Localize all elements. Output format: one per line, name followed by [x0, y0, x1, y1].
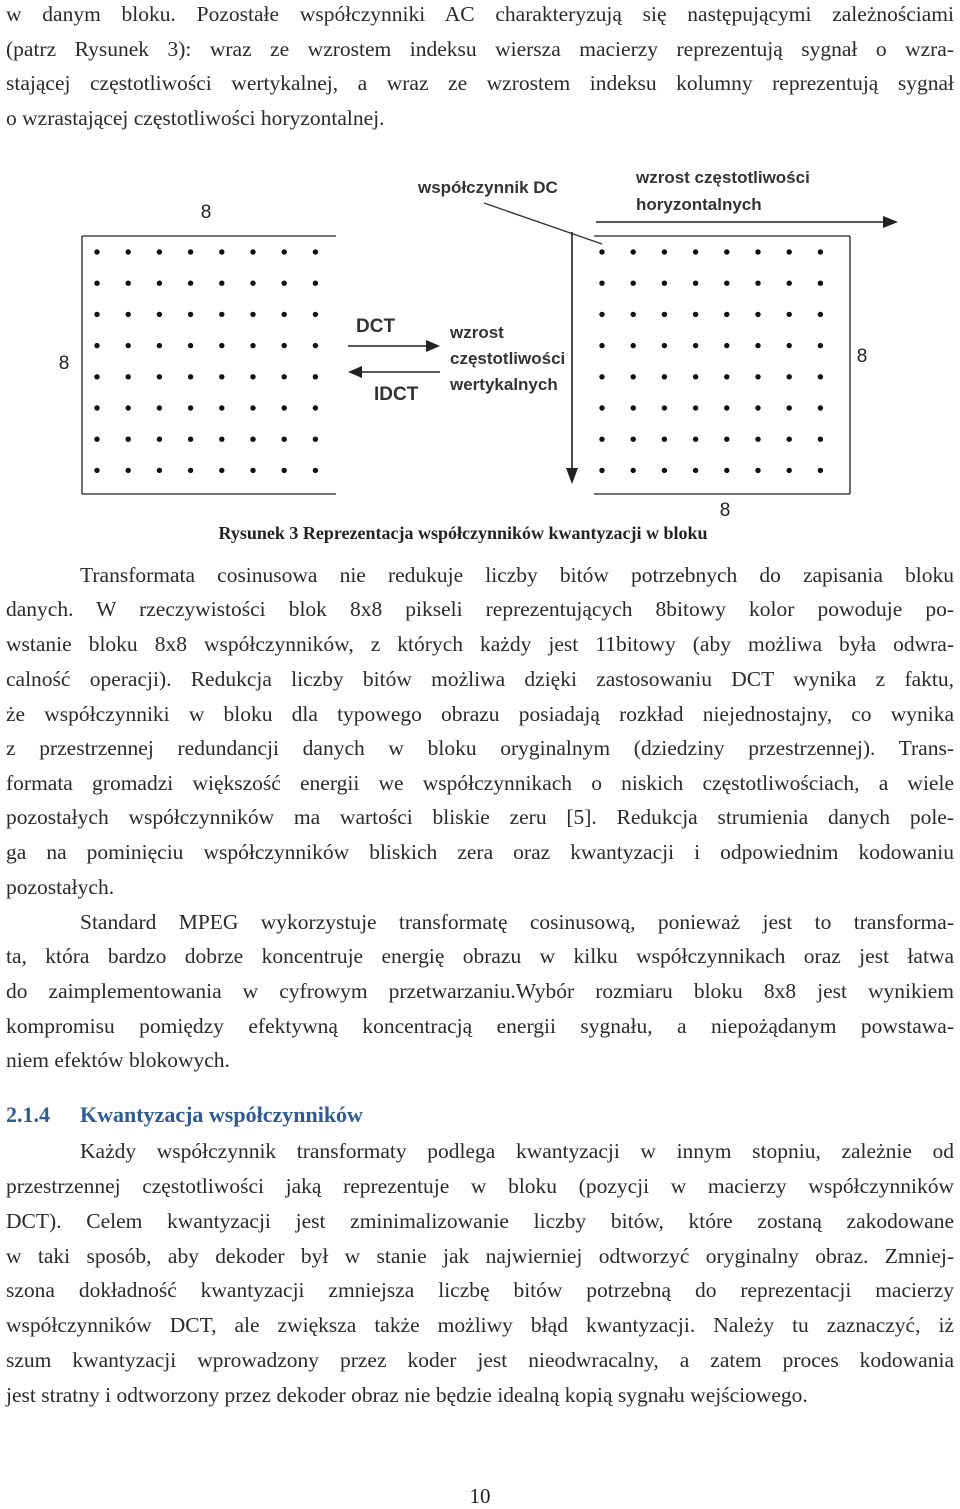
idct-arrowhead-icon	[348, 366, 362, 378]
grid-dot	[818, 374, 823, 379]
grid-dot	[818, 343, 823, 348]
horizontal-arrowhead-icon	[883, 216, 898, 228]
grid-dot	[94, 281, 99, 286]
grid-dot	[282, 374, 287, 379]
grid-dot	[693, 374, 698, 379]
grid-dot	[282, 312, 287, 317]
grid-dot	[219, 468, 224, 473]
grid-dot	[219, 281, 224, 286]
grid-dot	[219, 405, 224, 410]
text-line: współczynników DCT, ale zwiększa także możliwy błąd kwantyzacji. Należy tu zaznaczyć, iż	[6, 1313, 954, 1337]
grid-dot	[818, 405, 823, 410]
grid-dot	[313, 405, 318, 410]
dct-arrowhead-icon	[426, 340, 440, 352]
text-line: Transformata cosinusowa nie redukuje liczby bitów potrzebnych do zapisania bloku	[80, 563, 954, 587]
grid-dot	[313, 374, 318, 379]
grid-dot	[126, 343, 131, 348]
grid-dot	[94, 437, 99, 442]
grid-dot	[157, 312, 162, 317]
dct-label: DCT	[356, 316, 396, 337]
grid-dot	[662, 281, 667, 286]
horizontal-frequency-label: horyzontalnych	[636, 195, 762, 214]
grid-dot	[313, 281, 318, 286]
grid-dot	[599, 374, 604, 379]
grid-dot	[787, 312, 792, 317]
grid-dot	[755, 374, 760, 379]
grid-dot	[313, 343, 318, 348]
grid-dot	[755, 312, 760, 317]
grid-dot	[787, 437, 792, 442]
grid-dot	[157, 374, 162, 379]
grid-dot	[94, 343, 99, 348]
grid-dot	[188, 437, 193, 442]
dct-block-figure	[0, 150, 960, 520]
grid-dot	[250, 437, 255, 442]
grid-dot	[126, 468, 131, 473]
grid-dot	[724, 343, 729, 348]
grid-dot	[631, 249, 636, 254]
block-size-label: 8	[58, 353, 70, 374]
grid-dot	[631, 343, 636, 348]
text-line: DCT). Celem kwantyzacji jest zminimalizowanie liczby bitów, które zostaną zakodowane	[6, 1209, 954, 1233]
text-line: Standard MPEG wykorzystuje transformatę cosinusową, ponieważ jest to transforma-	[80, 910, 954, 934]
grid-dot	[188, 468, 193, 473]
grid-dot	[599, 249, 604, 254]
text-line: do zaimplementowania w cyfrowym przetwarzaniu.Wybór rozmiaru bloku 8x8 jest wynikiem	[6, 979, 954, 1003]
vertical-frequency-label: wertykalnych	[450, 375, 558, 394]
grid-dot	[188, 249, 193, 254]
text-line: z przestrzennej redundancji danych w bloku oryginalnym (dziedziny przestrzennej). Trans-	[6, 736, 954, 760]
text-line: przestrzennej częstotliwości jaką reprezentuje w bloku (pozycji w macierzy współczynników	[6, 1174, 954, 1198]
idct-label: IDCT	[374, 384, 419, 405]
grid-dot	[693, 343, 698, 348]
grid-dot	[693, 249, 698, 254]
grid-dot	[157, 437, 162, 442]
grid-dot	[693, 468, 698, 473]
grid-dot	[282, 437, 287, 442]
text-line: w danym bloku. Pozostałe współczynniki AC charakteryzują się następującymi zależnościami	[6, 2, 954, 26]
grid-dot	[724, 281, 729, 286]
grid-dot	[631, 281, 636, 286]
text-line: ga na pominięciu współczynników bliskich zera oraz kwantyzacji i odpowiednim kodowaniu	[6, 840, 954, 864]
grid-dot	[724, 374, 729, 379]
grid-dot	[126, 374, 131, 379]
grid-dot	[755, 281, 760, 286]
text-line: danych. W rzeczywistości blok 8x8 pikseli reprezentujących 8bitowy kolor powoduje po-	[6, 597, 954, 621]
text-line: jest stratny i odtworzony przez dekoder obraz nie będzie idealną kopią sygnału wejściowego.	[6, 1383, 808, 1407]
grid-dot	[755, 468, 760, 473]
grid-dot	[662, 312, 667, 317]
text-line: (patrz Rysunek 3): wraz ze wzrostem indeksu wiersza macierzy reprezentują sygnał o wzra-	[6, 37, 954, 61]
grid-dot	[693, 437, 698, 442]
grid-dot	[662, 249, 667, 254]
grid-dot	[724, 249, 729, 254]
grid-dot	[188, 312, 193, 317]
grid-dot	[631, 312, 636, 317]
grid-dot	[631, 405, 636, 410]
grid-dot	[662, 343, 667, 348]
grid-dot	[250, 405, 255, 410]
text-line: o wzrastającej częstotliwości horyzontalnej.	[6, 106, 385, 130]
grid-dot	[724, 405, 729, 410]
grid-dot	[219, 437, 224, 442]
grid-dot	[724, 437, 729, 442]
grid-dot	[219, 343, 224, 348]
grid-dot	[662, 437, 667, 442]
grid-dot	[631, 468, 636, 473]
grid-dot	[219, 312, 224, 317]
grid-dot	[693, 281, 698, 286]
grid-dot	[313, 312, 318, 317]
vertical-frequency-label: wzrost	[450, 323, 504, 342]
grid-dot	[787, 343, 792, 348]
grid-dot	[94, 312, 99, 317]
grid-dot	[126, 405, 131, 410]
left-block-border	[82, 236, 336, 494]
grid-dot	[126, 437, 131, 442]
grid-dot	[126, 249, 131, 254]
right-coefficient-block	[599, 249, 823, 473]
section-title: Kwantyzacja współczynników	[80, 1102, 363, 1127]
grid-dot	[599, 343, 604, 348]
text-line: szona dokładność kwantyzacji zmniejsza liczbę bitów potrzebną do reprezentacji macierzy	[6, 1278, 954, 1302]
grid-dot	[282, 281, 287, 286]
grid-dot	[157, 405, 162, 410]
text-line: formata gromadzi większość energii we współczynnikach o niskich częstotliwościach, a wiele	[6, 771, 954, 795]
block-size-label: 8	[719, 500, 731, 520]
grid-dot	[282, 249, 287, 254]
text-line: że współczynniki w bloku dla typowego obrazu posiadają rozkład niejednostajny, co wynika	[6, 702, 954, 726]
grid-dot	[313, 468, 318, 473]
grid-dot	[94, 374, 99, 379]
grid-dot	[313, 249, 318, 254]
grid-dot	[157, 281, 162, 286]
grid-dot	[126, 312, 131, 317]
grid-dot	[250, 249, 255, 254]
text-line: wstanie bloku 8x8 współczynników, z których każdy jest 11bitowy (aby możliwa była odwra-	[6, 632, 954, 656]
grid-dot	[219, 249, 224, 254]
grid-dot	[662, 468, 667, 473]
grid-dot	[126, 281, 131, 286]
vertical-arrowhead-icon	[566, 468, 578, 484]
grid-dot	[250, 468, 255, 473]
text-line: niem efektów blokowych.	[6, 1048, 230, 1072]
horizontal-frequency-label: wzrost częstotliwości	[636, 168, 810, 187]
right-block-border	[594, 236, 850, 494]
grid-dot	[787, 468, 792, 473]
grid-dot	[693, 312, 698, 317]
grid-dot	[250, 281, 255, 286]
grid-dot	[818, 437, 823, 442]
grid-dot	[818, 249, 823, 254]
block-size-label: 8	[200, 202, 212, 223]
grid-dot	[599, 281, 604, 286]
grid-dot	[599, 437, 604, 442]
grid-dot	[157, 343, 162, 348]
block-size-label: 8	[856, 346, 868, 367]
grid-dot	[818, 468, 823, 473]
grid-dot	[188, 405, 193, 410]
dc-pointer-line	[484, 203, 602, 244]
grid-dot	[787, 249, 792, 254]
grid-dot	[313, 437, 318, 442]
grid-dot	[282, 468, 287, 473]
grid-dot	[787, 405, 792, 410]
grid-dot	[282, 405, 287, 410]
grid-dot	[755, 405, 760, 410]
grid-dot	[662, 374, 667, 379]
grid-dot	[755, 249, 760, 254]
vertical-frequency-label: częstotliwości	[450, 349, 566, 368]
text-line: ta, która bardzo dobrze koncentruje energię obrazu w kilku współczynnikach oraz jest łatwa	[6, 944, 954, 968]
grid-dot	[818, 281, 823, 286]
grid-dot	[818, 312, 823, 317]
grid-dot	[724, 468, 729, 473]
text-line: Każdy współczynnik transformaty podlega kwantyzacji w innym stopniu, zależnie od	[80, 1139, 954, 1163]
text-line: w taki sposób, aby dekoder był w stanie jak najwierniej odtworzyć oryginalny obraz. Zmniej-	[6, 1244, 954, 1268]
grid-dot	[94, 468, 99, 473]
grid-dot	[631, 437, 636, 442]
grid-dot	[94, 405, 99, 410]
text-line: kompromisu pomiędzy efektywną koncentracją energii sygnału, a niepożądanym powstawa-	[6, 1014, 954, 1038]
grid-dot	[755, 437, 760, 442]
grid-dot	[755, 343, 760, 348]
grid-dot	[787, 281, 792, 286]
grid-dot	[157, 468, 162, 473]
grid-dot	[693, 405, 698, 410]
section-heading	[6, 1102, 363, 1128]
text-line: pozostałych.	[6, 875, 115, 899]
grid-dot	[662, 405, 667, 410]
grid-dot	[599, 312, 604, 317]
text-line: pozostałych współczynników ma wartości bliskie zeru [5]. Redukcja strumienia danych pole-	[6, 805, 954, 829]
grid-dot	[188, 374, 193, 379]
grid-dot	[631, 374, 636, 379]
grid-dot	[94, 249, 99, 254]
grid-dot	[599, 468, 604, 473]
text-line: szum kwantyzacji wprowadzony przez koder jest nieodwracalny, a zatem proces kodowania	[6, 1348, 954, 1372]
grid-dot	[250, 343, 255, 348]
grid-dot	[219, 374, 224, 379]
dc-coefficient-label: współczynnik DC	[418, 178, 558, 197]
text-line: calność operacji). Redukcja liczby bitów możliwa dzięki zastosowaniu DCT wynika z faktu,	[6, 667, 954, 691]
figure-caption: Rysunek 3 Reprezentacja współczynników kwantyzacji w bloku	[218, 523, 708, 543]
page-number: 10	[469, 1484, 491, 1508]
text-line: stającej częstotliwości wertykalnej, a wraz ze wzrostem indeksu kolumny reprezentują sygnał	[6, 71, 954, 95]
grid-dot	[188, 343, 193, 348]
grid-dot	[250, 374, 255, 379]
grid-dot	[599, 405, 604, 410]
grid-dot	[282, 343, 287, 348]
grid-dot	[724, 312, 729, 317]
grid-dot	[250, 312, 255, 317]
left-pixel-block	[94, 249, 318, 473]
grid-dot	[157, 249, 162, 254]
section-number: 2.1.4	[6, 1102, 50, 1127]
grid-dot	[188, 281, 193, 286]
grid-dot	[787, 374, 792, 379]
